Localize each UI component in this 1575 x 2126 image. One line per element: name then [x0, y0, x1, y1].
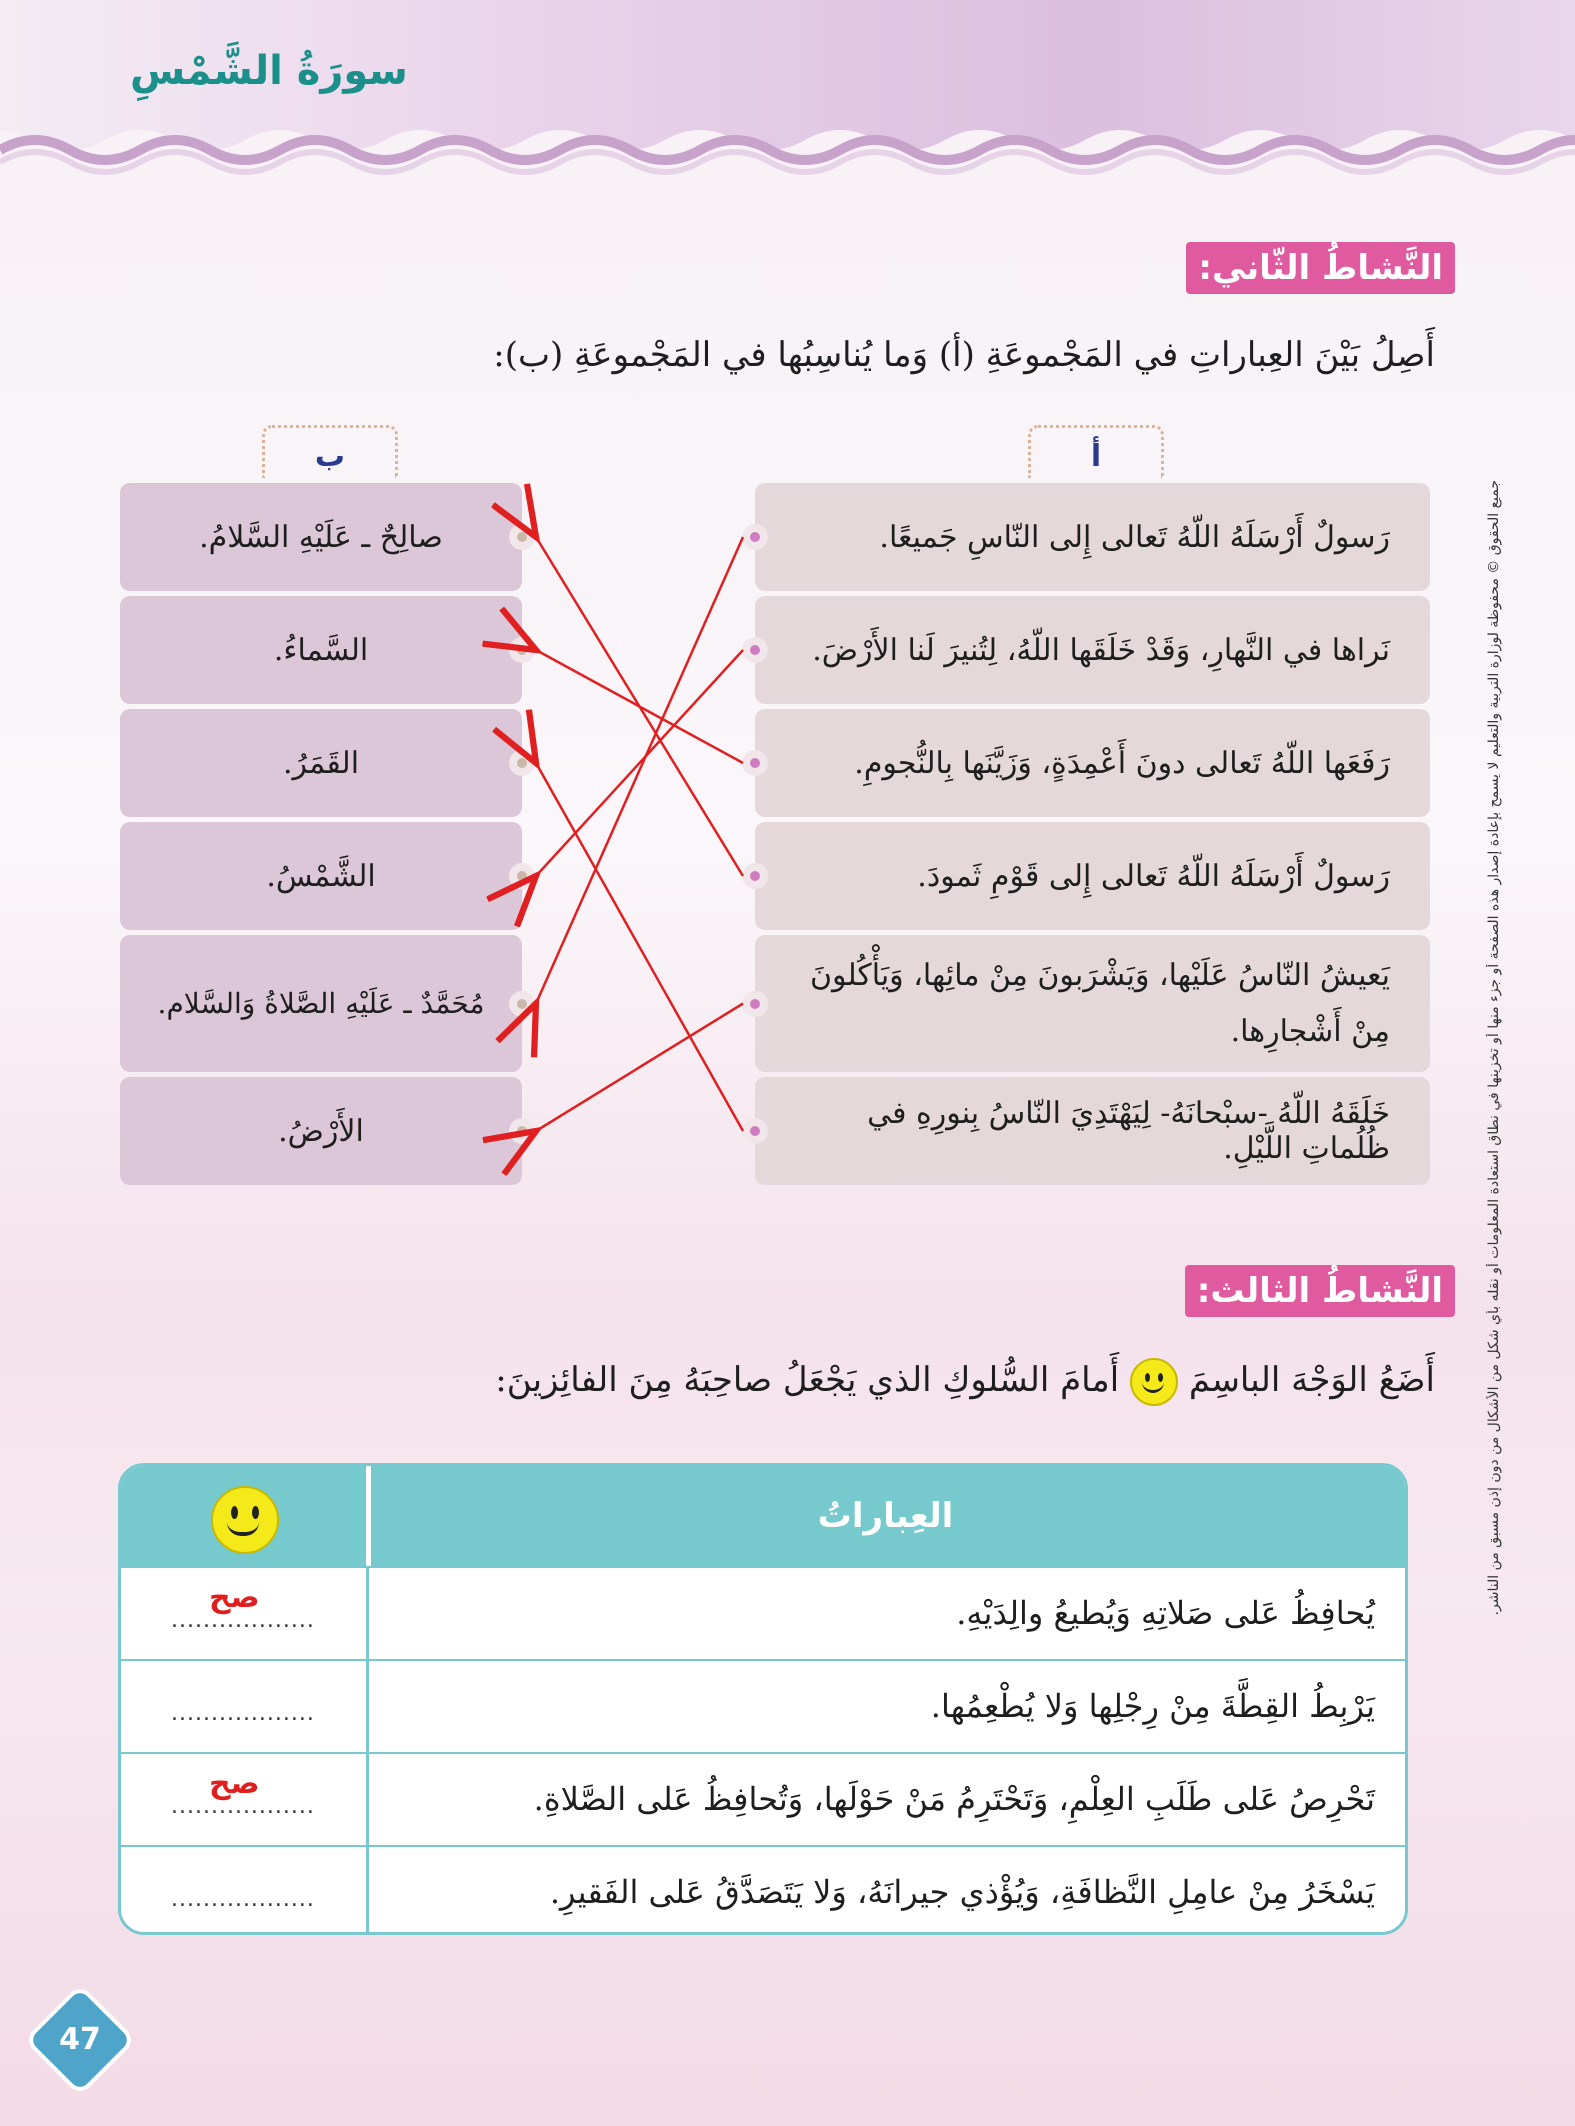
answer-blank[interactable]: .................. [171, 1608, 315, 1633]
table-row [121, 1659, 1405, 1752]
page-number: 47 [59, 2022, 101, 2057]
answer-mark: صح [209, 1580, 260, 1615]
group-b-text: القَمَرُ. [282, 745, 360, 781]
activity-two-instruction: أَصِلُ بَيْنَ العِباراتِ في المَجْموعَةِ (أ) وَما يُناسِبُها في المَجْموعَةِ (ب): [493, 335, 1435, 375]
activity-two-label: النَّشاطُ الثّاني: [1186, 242, 1455, 294]
table-header-label: العِباراتُ [817, 1496, 954, 1536]
copyright-note: جميع الحقوق © محفوظة لوزارة التربية والتعليم لا يسمح بإعادة إصدار هذه الصفحة أو جزء منها أو تخزينها في نطاق استعادة المعلومات أو نقله بأي شكل من الأشكال من دون إذن مسبق من الناشر. [1486, 480, 1502, 1616]
behavior-text: تَحْرِصُ عَلى طَلَبِ العِلْمِ، وَتَحْتَرِمُ مَنْ حَوْلَها، وَتُحافِظُ عَلى الصَّلاةِ. [533, 1780, 1375, 1818]
group-a-text: خَلَقَهُ اللّهُ -سبْحانَهُ- لِيَهْتَدِيَ النّاسُ بِنورِهِ في ظُلُماتِ اللَّيْلِ. [867, 1096, 1390, 1166]
matching-arrow [536, 537, 743, 876]
group-b-text: مُحَمَّدٌ ـ عَلَيْهِ الصَّلاةُ وَالسَّلام. [157, 987, 485, 1020]
instruction-text-after: أَمامَ السُّلوكِ الذي يَجْعَلُ صاحِبَهُ مِنَ الفائِزينَ: [495, 1360, 1120, 1400]
column-b-label: ب [314, 439, 346, 474]
table-row [121, 1752, 1405, 1845]
page-number-badge [23, 1983, 136, 2096]
matching-arrow [536, 650, 743, 876]
group-b-text: الأَرْضُ. [278, 1113, 364, 1149]
smiley-face-icon [211, 1486, 279, 1554]
group-a-text: يَعيشُ النّاسُ عَلَيْها، وَيَشْرَبونَ مِنْ مائِها، وَيَأْكُلونَ مِنْ أَشْجارِها. [809, 957, 1390, 1049]
behavior-text: يَسْخَرُ مِنْ عامِلِ النَّظافَةِ، وَيُؤْذي جيرانَهُ، وَلا يَتَصَدَّقُ عَلى الفَقيرِ. [549, 1873, 1375, 1911]
table-header-separator [366, 1466, 371, 1566]
answer-blank[interactable]: .................. [171, 1887, 315, 1912]
answer-mark: صح [209, 1766, 260, 1801]
group-b-text: السَّماءُ. [273, 632, 369, 668]
behavior-text: يَرْبِطُ القِطَّةَ مِنْ رِجْلِها وَلا يُطْعِمُها. [930, 1687, 1375, 1725]
group-a-text: رَسولٌ أَرْسَلَهُ اللّهُ تَعالى إِلى النّاسِ جَميعًا. [879, 519, 1390, 555]
group-b-text: الشَّمْسُ. [266, 858, 376, 894]
matching-arrow [536, 763, 743, 1131]
group-a-text: نَراها في النَّهارِ، وَقَدْ خَلَقَها اللّهُ، لِتُنيرَ لَنا الأَرْضَ. [812, 632, 1390, 668]
behavior-table [118, 1463, 1408, 1935]
smiley-face-icon [1130, 1358, 1178, 1406]
group-a-text: رَسولٌ أَرْسَلَهُ اللّهُ تَعالى إِلى قَوْمِ ثَمودَ. [917, 858, 1390, 894]
instruction-text-before: أَضَعُ الوَجْهَ الباسِمَ [1188, 1360, 1435, 1400]
behavior-text: يُحافِظُ عَلى صَلاتِهِ وَيُطيعُ والِدَيْهِ. [956, 1594, 1375, 1632]
answer-blank[interactable]: .................. [171, 1701, 315, 1726]
activity-three-instruction [495, 1358, 1435, 1406]
surah-title: سورَةُ الشَّمْسِ [130, 48, 408, 94]
column-a-label: أ [1090, 439, 1102, 474]
group-b-text: صالِحٌ ـ عَلَيْهِ السَّلامُ. [199, 519, 443, 555]
table-row [121, 1566, 1405, 1659]
answer-blank[interactable]: .................. [171, 1794, 315, 1819]
group-a-text: رَفَعَها اللّهُ تَعالى دونَ أَعْمِدَةٍ، وَزَيَّنَها بِالنُّجومِ. [854, 745, 1390, 781]
matching-arrow [536, 1004, 743, 1132]
matching-arrow [536, 537, 743, 1004]
table-row [121, 1845, 1405, 1935]
activity-three-label: النَّشاطُ الثالث: [1185, 1265, 1455, 1317]
